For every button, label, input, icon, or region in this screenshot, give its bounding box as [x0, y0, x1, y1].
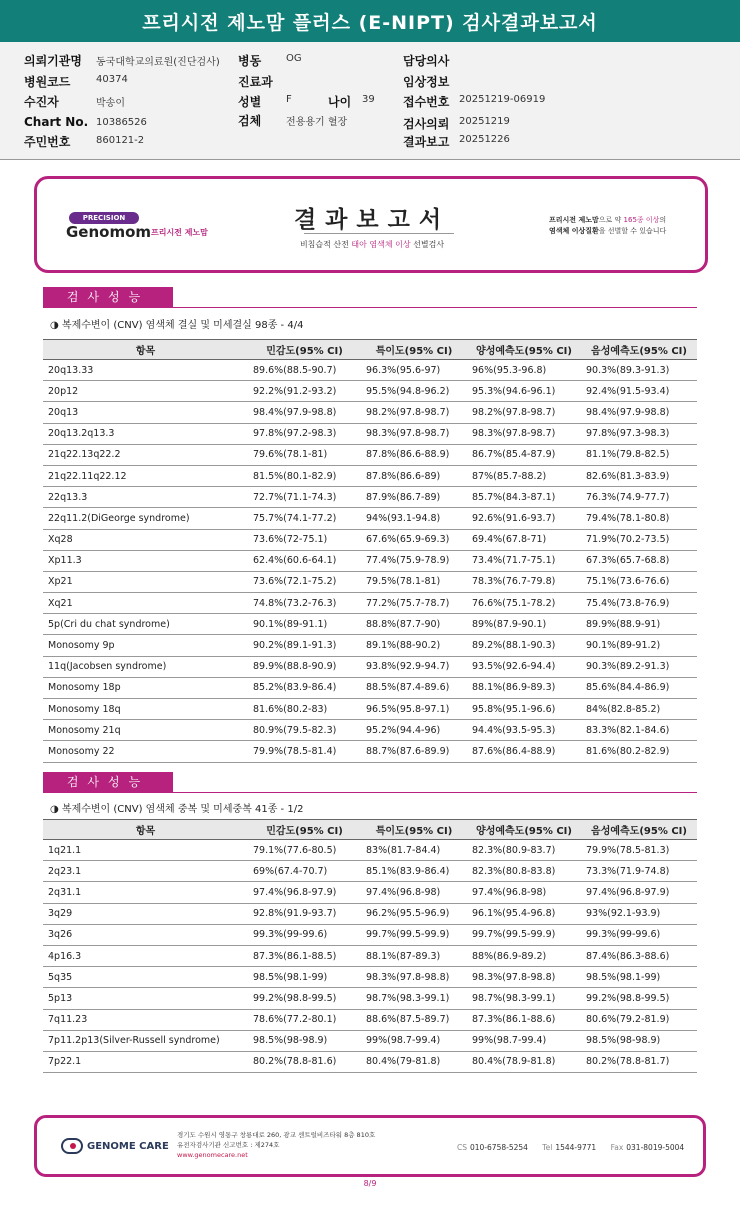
row-ppv: 76.6%(75.1-78.2): [467, 593, 581, 614]
clinical-label: 임상정보: [403, 75, 450, 89]
row-item-name: Monosomy 18q: [43, 699, 248, 720]
footer-address-line2: 유전자검사기관 신고번호 : 제274호: [177, 1141, 280, 1149]
row-sensitivity: 79.6%(78.1-81): [248, 444, 361, 465]
row-npv: 85.6%(84.4-86.9): [581, 677, 697, 698]
row-item-name: 3q29: [43, 903, 248, 924]
row-ppv: 93.5%(92.6-94.4): [467, 656, 581, 677]
row-specificity: 87.8%(86.6-88.9): [361, 444, 467, 465]
row-npv: 89.9%(88.9-91): [581, 614, 697, 635]
row-item-name: 20q13.33: [43, 360, 248, 381]
row-npv: 82.6%(81.3-83.9): [581, 465, 697, 486]
row-sensitivity: 80.2%(78.8-81.6): [248, 1051, 361, 1072]
row-item-name: Xp11.3: [43, 550, 248, 571]
row-item-name: 20q13: [43, 402, 248, 423]
hospital-label: 의뢰기관명: [24, 54, 82, 68]
row-specificity: 80.4%(79-81.8): [361, 1051, 467, 1072]
row-sensitivity: 72.7%(71.1-74.3): [248, 487, 361, 508]
table-row: [43, 635, 697, 656]
row-ppv: 97.4%(96.8-98): [467, 882, 581, 903]
table-row: [43, 381, 697, 402]
section2-table: [43, 819, 697, 1073]
banner-right-pre: 으로 약: [598, 216, 624, 224]
page-number: 8/9: [363, 1179, 377, 1188]
table-row: [43, 1030, 697, 1051]
row-specificity: 87.8%(86.6-89): [361, 465, 467, 486]
row-specificity: 98.3%(97.8-98.8): [361, 967, 467, 988]
banner-subtitle: [217, 239, 527, 250]
row-sensitivity: 69%(67.4-70.7): [248, 861, 361, 882]
section2-line: [43, 792, 697, 793]
table-row: [43, 550, 697, 571]
header-sensitivity: 민감도(95% CI): [248, 340, 361, 360]
row-sensitivity: 81.5%(80.1-82.9): [248, 465, 361, 486]
row-npv: 99.3%(99-99.6): [581, 924, 697, 945]
row-item-name: 7p11.2p13(Silver-Russell syndrome): [43, 1030, 248, 1051]
row-sensitivity: 92.8%(91.9-93.7): [248, 903, 361, 924]
table-row: [43, 487, 697, 508]
row-npv: 98.5%(98-98.9): [581, 1030, 697, 1051]
ward-value: OG: [286, 53, 302, 64]
request-label: 검사의뢰: [403, 117, 450, 131]
sex-value: F: [286, 94, 292, 105]
row-item-name: 5p13: [43, 988, 248, 1009]
row-sensitivity: 92.2%(91.2-93.2): [248, 381, 361, 402]
row-npv: 98.4%(97.9-98.8): [581, 402, 697, 423]
table-row: [43, 444, 697, 465]
footer-website-link[interactable]: www.genomecare.net: [177, 1151, 248, 1159]
row-item-name: Monosomy 18p: [43, 677, 248, 698]
row-sensitivity: 85.2%(83.9-86.4): [248, 677, 361, 698]
table-row: [43, 1009, 697, 1030]
footer-box: [34, 1115, 706, 1177]
chart-label: Chart No.: [24, 115, 89, 129]
header-ppv: 양성예측도(95% CI): [467, 820, 581, 840]
row-ppv: 92.6%(91.6-93.7): [467, 508, 581, 529]
row-npv: 79.4%(78.1-80.8): [581, 508, 697, 529]
banner-subtitle-post: 선별검사: [410, 240, 445, 249]
genome-care-icon: [61, 1138, 83, 1154]
row-npv: 79.9%(78.5-81.3): [581, 840, 697, 861]
row-specificity: 88.5%(87.4-89.6): [361, 677, 467, 698]
table-row: [43, 677, 697, 698]
row-specificity: 98.2%(97.8-98.7): [361, 402, 467, 423]
report-title: 프리시전 제노맘 플러스 (E-NIPT) 검사결과보고서: [0, 0, 740, 42]
row-npv: 76.3%(74.9-77.7): [581, 487, 697, 508]
row-ppv: 87%(85.7-88.2): [467, 465, 581, 486]
specimen-value: 전용용기 혈장: [286, 117, 348, 128]
row-npv: 92.4%(91.5-93.4): [581, 381, 697, 402]
row-sensitivity: 78.6%(77.2-80.1): [248, 1009, 361, 1030]
banner-right-text: [549, 215, 699, 237]
row-specificity: 88.6%(87.5-89.7): [361, 1009, 467, 1030]
row-ppv: 89.2%(88.1-90.3): [467, 635, 581, 656]
row-npv: 75.4%(73.8-76.9): [581, 593, 697, 614]
row-npv: 90.3%(89.3-91.3): [581, 360, 697, 381]
row-npv: 67.3%(65.7-68.8): [581, 550, 697, 571]
row-item-name: 22q11.2(DiGeorge syndrome): [43, 508, 248, 529]
genomom-logo: Genomom: [66, 223, 152, 241]
banner-right-highlight: 165종 이상: [623, 216, 660, 224]
row-ppv: 95.3%(94.6-96.1): [467, 381, 581, 402]
row-ppv: 99.7%(99.5-99.9): [467, 924, 581, 945]
row-item-name: 5q35: [43, 967, 248, 988]
table-row: [43, 967, 697, 988]
row-ppv: 73.4%(71.7-75.1): [467, 550, 581, 571]
table-row: [43, 465, 697, 486]
fax-label: Fax: [610, 1143, 624, 1152]
section1-table: [43, 339, 697, 763]
row-specificity: 88.8%(87.7-90): [361, 614, 467, 635]
examinee-value: 박송이: [96, 98, 125, 109]
row-ppv: 86.7%(85.4-87.9): [467, 444, 581, 465]
row-item-name: 2q31.1: [43, 882, 248, 903]
table-row: [43, 656, 697, 677]
code-value: 40374: [96, 74, 128, 85]
section2-tab: 검사성능: [43, 772, 173, 792]
row-ppv: 82.3%(80.9-83.7): [467, 840, 581, 861]
row-npv: 93%(92.1-93.9): [581, 903, 697, 924]
row-item-name: Monosomy 9p: [43, 635, 248, 656]
row-specificity: 97.4%(96.8-98): [361, 882, 467, 903]
row-item-name: 7q11.23: [43, 1009, 248, 1030]
receipt-value: 20251219-06919: [459, 94, 546, 105]
precision-badge: PRECISION: [69, 212, 139, 224]
header-sensitivity: 민감도(95% CI): [248, 820, 361, 840]
row-sensitivity: 73.6%(72.1-75.2): [248, 571, 361, 592]
row-sensitivity: 75.7%(74.1-77.2): [248, 508, 361, 529]
row-specificity: 93.8%(92.9-94.7): [361, 656, 467, 677]
table-row: [43, 529, 697, 550]
row-sensitivity: 79.1%(77.6-80.5): [248, 840, 361, 861]
row-specificity: 96.2%(95.5-96.9): [361, 903, 467, 924]
receipt-label: 접수번호: [403, 95, 450, 109]
examinee-label: 수진자: [24, 95, 59, 109]
table-header-row: [43, 340, 697, 360]
row-sensitivity: 98.5%(98.1-99): [248, 967, 361, 988]
row-item-name: Monosomy 21q: [43, 720, 248, 741]
request-value: 20251219: [459, 116, 510, 127]
header-npv: 음성예측도(95% CI): [581, 340, 697, 360]
banner-subtitle-highlight: 태아 염색체 이상: [351, 240, 411, 249]
header-item: 항목: [43, 340, 248, 360]
row-ppv: 96%(95.3-96.8): [467, 360, 581, 381]
row-specificity: 95.5%(94.8-96.2): [361, 381, 467, 402]
row-npv: 80.6%(79.2-81.9): [581, 1009, 697, 1030]
header-ppv: 양성예측도(95% CI): [467, 340, 581, 360]
row-ppv: 87.6%(86.4-88.9): [467, 741, 581, 762]
row-npv: 80.2%(78.8-81.7): [581, 1051, 697, 1072]
table-header-row: [43, 820, 697, 840]
table-row: [43, 988, 697, 1009]
banner-right-line2-bold: 염색체 이상질환: [549, 227, 599, 235]
row-item-name: 20p12: [43, 381, 248, 402]
row-specificity: 88.7%(87.6-89.9): [361, 741, 467, 762]
row-item-name: Xp21: [43, 571, 248, 592]
chart-value: 10386526: [96, 117, 147, 128]
row-specificity: 98.7%(98.3-99.1): [361, 988, 467, 1009]
hospital-value: 동국대학교의료원(진단검사): [96, 57, 220, 68]
row-specificity: 96.3%(95.6-97): [361, 360, 467, 381]
table-row: [43, 882, 697, 903]
table-row: [43, 861, 697, 882]
table-row: [43, 699, 697, 720]
table-row: [43, 1051, 697, 1072]
row-ppv: 82.3%(80.8-83.8): [467, 861, 581, 882]
header-npv: 음성예측도(95% CI): [581, 820, 697, 840]
footer-contacts: [457, 1143, 684, 1152]
genome-care-name: GENOME CARE: [87, 1140, 169, 1152]
footer-address: [177, 1130, 375, 1160]
row-npv: 83.3%(82.1-84.6): [581, 720, 697, 741]
row-item-name: 11q(Jacobsen syndrome): [43, 656, 248, 677]
row-sensitivity: 98.5%(98-98.9): [248, 1030, 361, 1051]
genome-care-logo: [61, 1138, 169, 1154]
tel-value: 1544-9771: [555, 1143, 597, 1152]
row-sensitivity: 80.9%(79.5-82.3): [248, 720, 361, 741]
banner-right-post: 의: [659, 216, 667, 224]
row-ppv: 98.3%(97.8-98.7): [467, 423, 581, 444]
row-specificity: 98.3%(97.8-98.7): [361, 423, 467, 444]
table-row: [43, 593, 697, 614]
row-ppv: 69.4%(67.8-71): [467, 529, 581, 550]
banner-title: 결과보고서: [293, 207, 451, 233]
row-item-name: 1q21.1: [43, 840, 248, 861]
row-item-name: Xq21: [43, 593, 248, 614]
table-row: [43, 903, 697, 924]
row-npv: 90.3%(89.2-91.3): [581, 656, 697, 677]
row-specificity: 95.2%(94.4-96): [361, 720, 467, 741]
row-npv: 81.1%(79.8-82.5): [581, 444, 697, 465]
row-ppv: 80.4%(78.9-81.8): [467, 1051, 581, 1072]
tel-label: Tel: [542, 1143, 553, 1152]
banner-right-line2-post: 을 선별할 수 있습니다: [598, 227, 667, 235]
row-sensitivity: 89.6%(88.5-90.7): [248, 360, 361, 381]
row-sensitivity: 62.4%(60.6-64.1): [248, 550, 361, 571]
row-specificity: 96.5%(95.8-97.1): [361, 699, 467, 720]
row-ppv: 94.4%(93.5-95.3): [467, 720, 581, 741]
row-specificity: 94%(93.1-94.8): [361, 508, 467, 529]
specimen-label: 검체: [238, 114, 262, 128]
table-row: [43, 508, 697, 529]
table-row: [43, 571, 697, 592]
row-sensitivity: 97.8%(97.2-98.3): [248, 423, 361, 444]
row-npv: 73.3%(71.9-74.8): [581, 861, 697, 882]
banner-subtitle-pre: 비침습적 산전: [299, 240, 352, 249]
row-specificity: 88.1%(87-89.3): [361, 945, 467, 966]
row-npv: 98.5%(98.1-99): [581, 967, 697, 988]
table-row: [43, 360, 697, 381]
row-ppv: 96.1%(95.4-96.8): [467, 903, 581, 924]
row-item-name: 22q13.3: [43, 487, 248, 508]
row-item-name: 5p(Cri du chat syndrome): [43, 614, 248, 635]
report-value: 20251226: [459, 134, 510, 145]
row-specificity: 99%(98.7-99.4): [361, 1030, 467, 1051]
row-sensitivity: 98.4%(97.9-98.8): [248, 402, 361, 423]
row-npv: 99.2%(98.8-99.5): [581, 988, 697, 1009]
section2-description: ◑ 복제수변이 (CNV) 염색체 중복 및 미세중복 41종 - 1/2: [50, 804, 304, 815]
row-ppv: 89%(87.9-90.1): [467, 614, 581, 635]
row-sensitivity: 90.1%(89-91.1): [248, 614, 361, 635]
row-ppv: 98.7%(98.3-99.1): [467, 988, 581, 1009]
row-npv: 87.4%(86.3-88.6): [581, 945, 697, 966]
fax-value: 031-8019-5004: [626, 1143, 685, 1152]
row-specificity: 99.7%(99.5-99.9): [361, 924, 467, 945]
row-item-name: 4p16.3: [43, 945, 248, 966]
row-specificity: 79.5%(78.1-81): [361, 571, 467, 592]
table-row: [43, 423, 697, 444]
row-sensitivity: 90.2%(89.1-91.3): [248, 635, 361, 656]
table-row: [43, 840, 697, 861]
footer-address-line1: 경기도 수원시 영통구 창룡대로 260, 광교 센트럴비즈타워 8층 810호: [177, 1131, 376, 1139]
row-item-name: 21q22.11q22.12: [43, 465, 248, 486]
table-row: [43, 402, 697, 423]
dept-label: 진료과: [238, 75, 273, 89]
row-npv: 90.1%(89-91.2): [581, 635, 697, 656]
row-npv: 97.4%(96.8-97.9): [581, 882, 697, 903]
row-item-name: 3q26: [43, 924, 248, 945]
row-ppv: 98.3%(97.8-98.8): [467, 967, 581, 988]
header-specificity: 특이도(95% CI): [361, 820, 467, 840]
row-specificity: 89.1%(88-90.2): [361, 635, 467, 656]
row-sensitivity: 73.6%(72-75.1): [248, 529, 361, 550]
banner-divider: [304, 233, 454, 234]
code-label: 병원코드: [24, 75, 71, 89]
row-ppv: 78.3%(76.7-79.8): [467, 571, 581, 592]
doctor-label: 담당의사: [403, 54, 450, 68]
row-npv: 84%(82.8-85.2): [581, 699, 697, 720]
row-npv: 81.6%(80.2-82.9): [581, 741, 697, 762]
row-ppv: 99%(98.7-99.4): [467, 1030, 581, 1051]
row-sensitivity: 89.9%(88.8-90.9): [248, 656, 361, 677]
age-value: 39: [362, 94, 375, 105]
row-npv: 75.1%(73.6-76.6): [581, 571, 697, 592]
table-row: [43, 945, 697, 966]
row-specificity: 77.4%(75.9-78.9): [361, 550, 467, 571]
ward-label: 병동: [238, 54, 262, 68]
row-sensitivity: 81.6%(80.2-83): [248, 699, 361, 720]
row-sensitivity: 99.3%(99-99.6): [248, 924, 361, 945]
row-ppv: 85.7%(84.3-87.1): [467, 487, 581, 508]
row-npv: 97.8%(97.3-98.3): [581, 423, 697, 444]
row-item-name: Monosomy 22: [43, 741, 248, 762]
row-npv: 71.9%(70.2-73.5): [581, 529, 697, 550]
table-row: [43, 720, 697, 741]
row-ppv: 88.1%(86.9-89.3): [467, 677, 581, 698]
row-ppv: 95.8%(95.1-96.6): [467, 699, 581, 720]
row-item-name: 21q22.13q22.2: [43, 444, 248, 465]
row-item-name: 2q23.1: [43, 861, 248, 882]
row-sensitivity: 74.8%(73.2-76.3): [248, 593, 361, 614]
section1-line: [43, 307, 697, 308]
rrn-label: 주민번호: [24, 135, 71, 149]
cs-label: CS: [457, 1143, 467, 1152]
row-item-name: Xq28: [43, 529, 248, 550]
patient-info: [0, 42, 740, 160]
genomom-sub-logo: 프리시전 제노맘: [151, 228, 208, 237]
row-specificity: 77.2%(75.7-78.7): [361, 593, 467, 614]
section1-tab: 검사성능: [43, 287, 173, 307]
header-specificity: 특이도(95% CI): [361, 340, 467, 360]
age-label: 나이: [328, 95, 352, 109]
row-specificity: 87.9%(86.7-89): [361, 487, 467, 508]
table-row: [43, 924, 697, 945]
row-sensitivity: 79.9%(78.5-81.4): [248, 741, 361, 762]
rrn-value: 860121-2: [96, 135, 145, 146]
cs-value: 010-6758-5254: [470, 1143, 528, 1152]
row-sensitivity: 99.2%(98.8-99.5): [248, 988, 361, 1009]
row-specificity: 83%(81.7-84.4): [361, 840, 467, 861]
row-ppv: 98.2%(97.8-98.7): [467, 402, 581, 423]
row-item-name: 7p22.1: [43, 1051, 248, 1072]
sex-label: 성별: [238, 95, 262, 109]
section1-description: ◑ 복제수변이 (CNV) 염색체 결실 및 미세결실 98종 - 4/4: [50, 320, 304, 331]
banner-right-bold: 프리시전 제노맘: [549, 216, 599, 224]
header-item: 항목: [43, 820, 248, 840]
row-specificity: 67.6%(65.9-69.3): [361, 529, 467, 550]
row-ppv: 88%(86.9-89.2): [467, 945, 581, 966]
row-item-name: 20q13.2q13.3: [43, 423, 248, 444]
row-sensitivity: 97.4%(96.8-97.9): [248, 882, 361, 903]
row-ppv: 87.3%(86.1-88.6): [467, 1009, 581, 1030]
table-row: [43, 741, 697, 762]
report-label: 결과보고: [403, 135, 450, 149]
row-sensitivity: 87.3%(86.1-88.5): [248, 945, 361, 966]
table-row: [43, 614, 697, 635]
row-specificity: 85.1%(83.9-86.4): [361, 861, 467, 882]
result-banner: [34, 176, 708, 273]
